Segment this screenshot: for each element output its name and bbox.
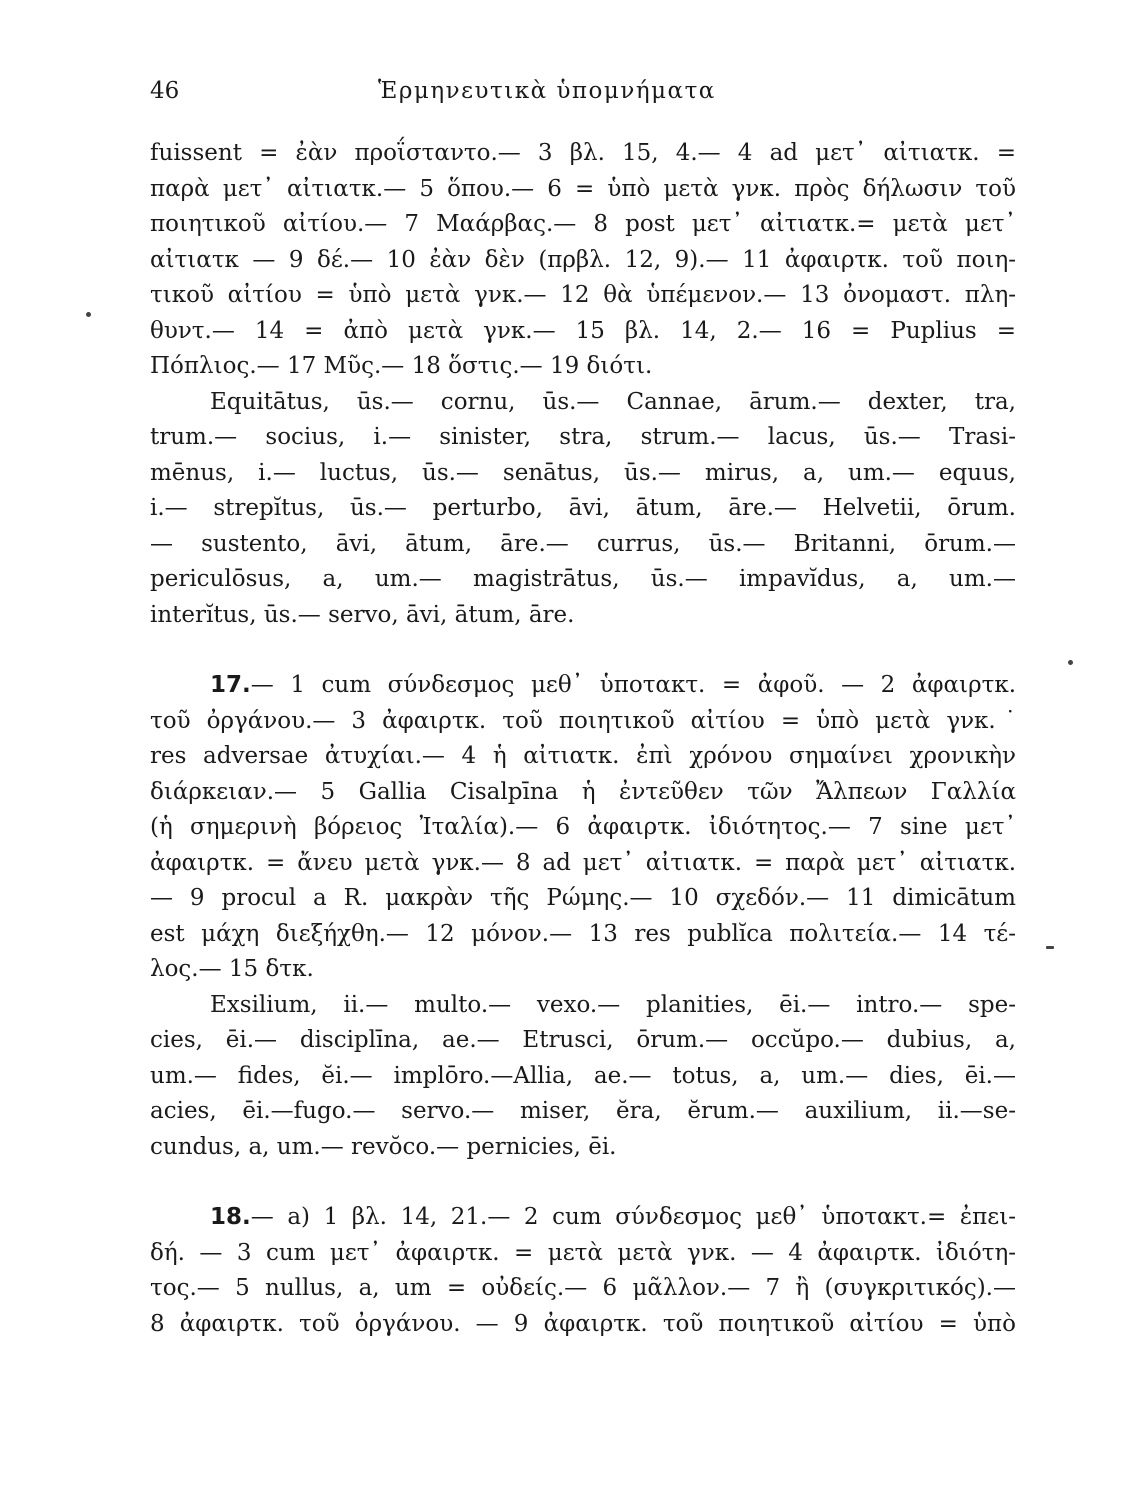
text-line: διάρκειαν.— 5 Gallia Cisalpīna ἡ ἐντεῦθεν τῶν Ἄλπεων Γαλλία [150, 778, 1016, 805]
text-line: i.— strepĭtus, ūs.— perturbo, āvi, ātum, āre.— Helvetii, ōrum. [150, 495, 1016, 521]
text-line: 8 ἀφαιρτκ. τοῦ ὀργάνου. — 9 ἀφαιρτκ. τοῦ ποιητικοῦ αἰτίου = ὑπὸ [150, 1310, 1016, 1337]
page-header [150, 78, 1016, 108]
text-line: fuissent = ἐὰν προΐσταντο.— 3 βλ. 15, 4.— 4 ad μετ᾽ αἰτιατκ. = [150, 140, 1016, 166]
running-title: Ἑρμηνευτικὰ ὑπομνήματα [378, 78, 716, 104]
page-body [150, 136, 1016, 1342]
line-text: — a) 1 βλ. 14, 21.— 2 cum σύνδεσμος μεθ᾽ ὑποτακτ.= ἐπει- [250, 1204, 1016, 1230]
text-line: cies, ēi.— disciplīna, ae.— Etrusci, ōrum.— occŭpo.— dubius, a, [150, 1027, 1016, 1053]
page-number: 46 [150, 78, 180, 104]
text-line: (ἡ σημερινὴ βόρειος Ἰταλία).— 6 ἀφαιρτκ. ἰδιότητος.— 7 sine μετ᾽ [150, 814, 1016, 840]
text-line: αἰτιατκ — 9 δέ.— 10 ἐὰν δὲν (πρβλ. 12, 9).— 11 ἀφαιρτκ. τοῦ ποιη- [150, 246, 1016, 273]
text-line: res adversae ἀτυχίαι.— 4 ἡ αἰτιατκ. ἐπὶ χρόνου σημαίνει χρονικὴν [150, 743, 1016, 769]
text-line: Exsilium, ii.— multo.— vexo.— planities, ēi.— intro.— spe- [210, 991, 1016, 1018]
text-line: λος.— 15 δτκ. [150, 956, 314, 982]
text-line: acies, ēi.—fugo.— servo.— miser, ĕra, ĕrum.— auxilium, ii.—se- [150, 1098, 1016, 1124]
line-text: — 1 cum σύνδεσμος μεθ᾽ ὑποτακτ. = ἀφοῦ. — 2 ἀφαιρτκ. [250, 672, 1016, 698]
section-18-notes [150, 1200, 1016, 1342]
text-line: παρὰ μετ᾽ αἰτιατκ.— 5 ὅπου.— 6 = ὑπὸ μετὰ γνκ. πρὸς δήλωσιν τοῦ [150, 175, 1016, 202]
text-line [150, 1200, 1016, 1236]
text-line [150, 668, 1016, 704]
section-number: 18. [210, 1204, 251, 1230]
text-line: est μάχη διεξήχθη.— 12 μόνον.— 13 res publĭca πολιτεία.— 14 τέ- [150, 920, 1016, 947]
section-17-vocabulary [150, 988, 1016, 1166]
text-line: — sustento, āvi, ātum, āre.— currus, ūs.— Britanni, ōrum.— [150, 530, 1016, 557]
text-line: trum.— socius, i.— sinister, stra, strum.— lacus, ūs.— Trasi- [150, 424, 1016, 450]
section-16-notes [150, 136, 1016, 385]
margin-speck [1068, 660, 1073, 665]
text-line: interĭtus, ūs.— servo, āvi, ātum, āre. [150, 601, 575, 628]
text-line: τος.— 5 nullus, a, um = οὐδείς.— 6 μᾶλλον.— 7 ἢ (συγκριτικός).— [150, 1275, 1016, 1301]
text-line: periculōsus, a, um.— magistrātus, ūs.— impavĭdus, a, um.— [150, 566, 1016, 592]
text-line: δή. — 3 cum μετ᾽ ἀφαιρτκ. = μετὰ μετὰ γνκ. — 4 ἀφαιρτκ. ἰδιότη- [150, 1239, 1016, 1266]
text-line: τοῦ ὀργάνου.— 3 ἀφαιρτκ. τοῦ ποιητικοῦ αἰτίου = ὑπὸ μετὰ γνκ.˙ [150, 707, 1016, 734]
section-number: 17. [210, 672, 251, 698]
text-line: — 9 procul a R. μακρὰν τῆς Ρώμης.— 10 σχεδόν.— 11 dimicātum [150, 885, 1016, 911]
text-line: um.— fides, ĕi.— implōro.—Allia, ae.— totus, a, um.— dies, ēi.— [150, 1062, 1016, 1089]
text-line: θυντ.— 14 = ἀπὸ μετὰ γνκ.— 15 βλ. 14, 2.— 16 = Puplius = [150, 317, 1016, 344]
section-16-vocabulary [150, 385, 1016, 634]
text-line: ἀφαιρτκ. = ἄνευ μετὰ γνκ.— 8 ad μετ᾽ αἰτιατκ. = παρὰ μετ᾽ αἰτιατκ. [150, 849, 1016, 876]
book-page [150, 0, 1016, 1500]
text-line: Πόπλιος.— 17 Μῦς.— 18 ὅστις.— 19 διότι. [150, 353, 653, 379]
text-line: ποιητικοῦ αἰτίου.— 7 Μαάρβας.— 8 post μετ᾽ αἰτιατκ.= μετὰ μετ᾽ [150, 211, 1016, 237]
text-line: Equitātus, ūs.— cornu, ūs.— Cannae, ārum.— dexter, tra, [210, 388, 1016, 415]
section-17-notes [150, 668, 1016, 988]
text-line: cundus, a, um.— revŏco.— pernicies, ēi. [150, 1133, 617, 1160]
text-line: τικοῦ αἰτίου = ὑπὸ μετὰ γνκ.— 12 θὰ ὑπέμενον.— 13 ὀνομαστ. πλη- [150, 282, 1016, 308]
margin-speck [86, 312, 91, 317]
margin-speck [1046, 946, 1054, 949]
text-line: mēnus, i.— luctus, ūs.— senātus, ūs.— mirus, a, um.— equus, [150, 459, 1016, 486]
